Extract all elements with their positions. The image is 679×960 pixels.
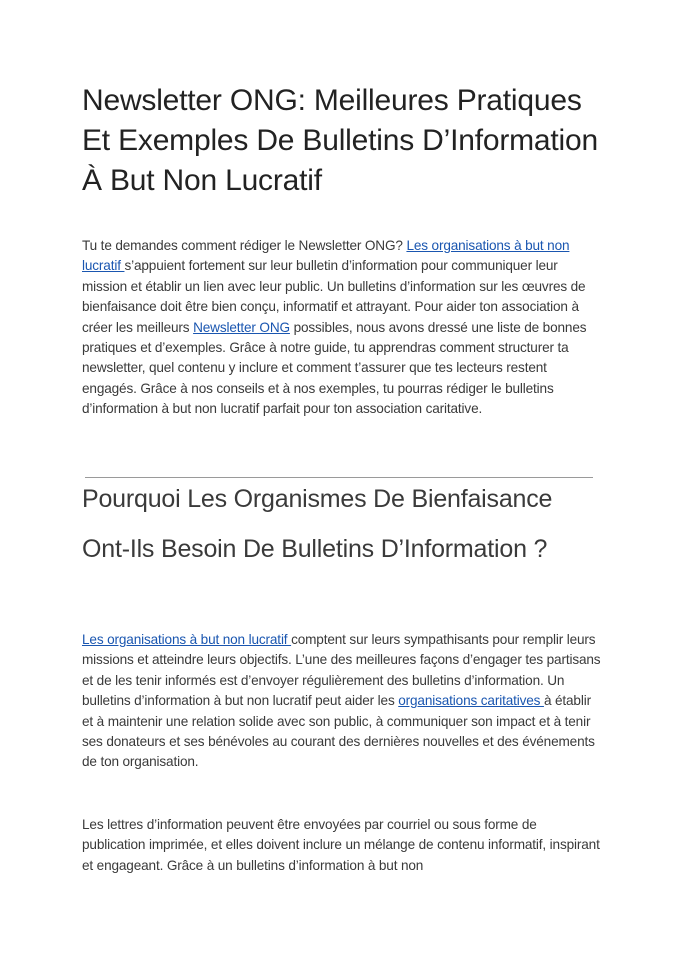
charity-link[interactable]: organisations caritatives	[398, 693, 544, 709]
page-title: Newsletter ONG: Meilleures Pratiques Et Exemples De Bulletins D’Information À But Non Lucratif	[82, 84, 598, 197]
section-text-2: à établir et à maintenir une relation solide avec son public, à communiquer son impact et à tenir ses donateurs et ses bénévoles au courant des dernières nouvelles et des événements de ton organisation.	[82, 693, 595, 770]
newsletter-ong-link[interactable]: Newsletter ONG	[193, 319, 290, 335]
intro-text-2: s’appuient fortement sur leur bulletin d’information pour communiquer leur mission et établir un lien avec leur public. Un bulletins d’information sur les œuvres de bienfaisance doit être bien conçu, informatif et attrayant. Pour aider ton association à créer les meilleurs	[82, 258, 586, 335]
section-paragraph-1	[82, 630, 602, 773]
section-heading: Pourquoi Les Organismes De Bienfaisance Ont-Ils Besoin De Bulletins D’Information ?	[82, 485, 553, 563]
intro-paragraph	[82, 236, 602, 420]
nonprofit-link-2[interactable]: Les organisations à but non lucratif	[82, 632, 292, 647]
intro-text-1: Tu te demandes comment rédiger le Newsletter ONG?	[82, 238, 407, 253]
nonprofit-link[interactable]: Les organisations à but non lucratif	[82, 238, 570, 274]
section-text-1: comptent sur leurs sympathisants pour remplir leurs missions et atteindre leurs objectifs. L’une des meilleures façons d’engager tes partisans et de les tenir informés est d’envoyer régulièrement des bulletins d’information. Un bulletins d’information à but non lucratif peut aider les	[82, 632, 601, 709]
section-paragraph-2: Les lettres d’information peuvent être envoyées par courriel ou sous forme de publication imprimée, et elles doivent inclure un mélange de contenu informatif, inspirant et engageant. Grâce à un bulletins d’information à but non	[82, 817, 600, 873]
intro-text-3: possibles, nous avons dressé une liste de bonnes pratiques et d’exemples. Grâce à notre guide, tu apprendras comment structurer ta newsletter, quel contenu y inclure et comment t’assurer que tes lecteurs restent engagés. Grâce à nos conseils et à nos exemples, tu pourras rédiger le bulletins d’information à but non lucratif parfait pour ton association caritative.	[82, 319, 587, 417]
